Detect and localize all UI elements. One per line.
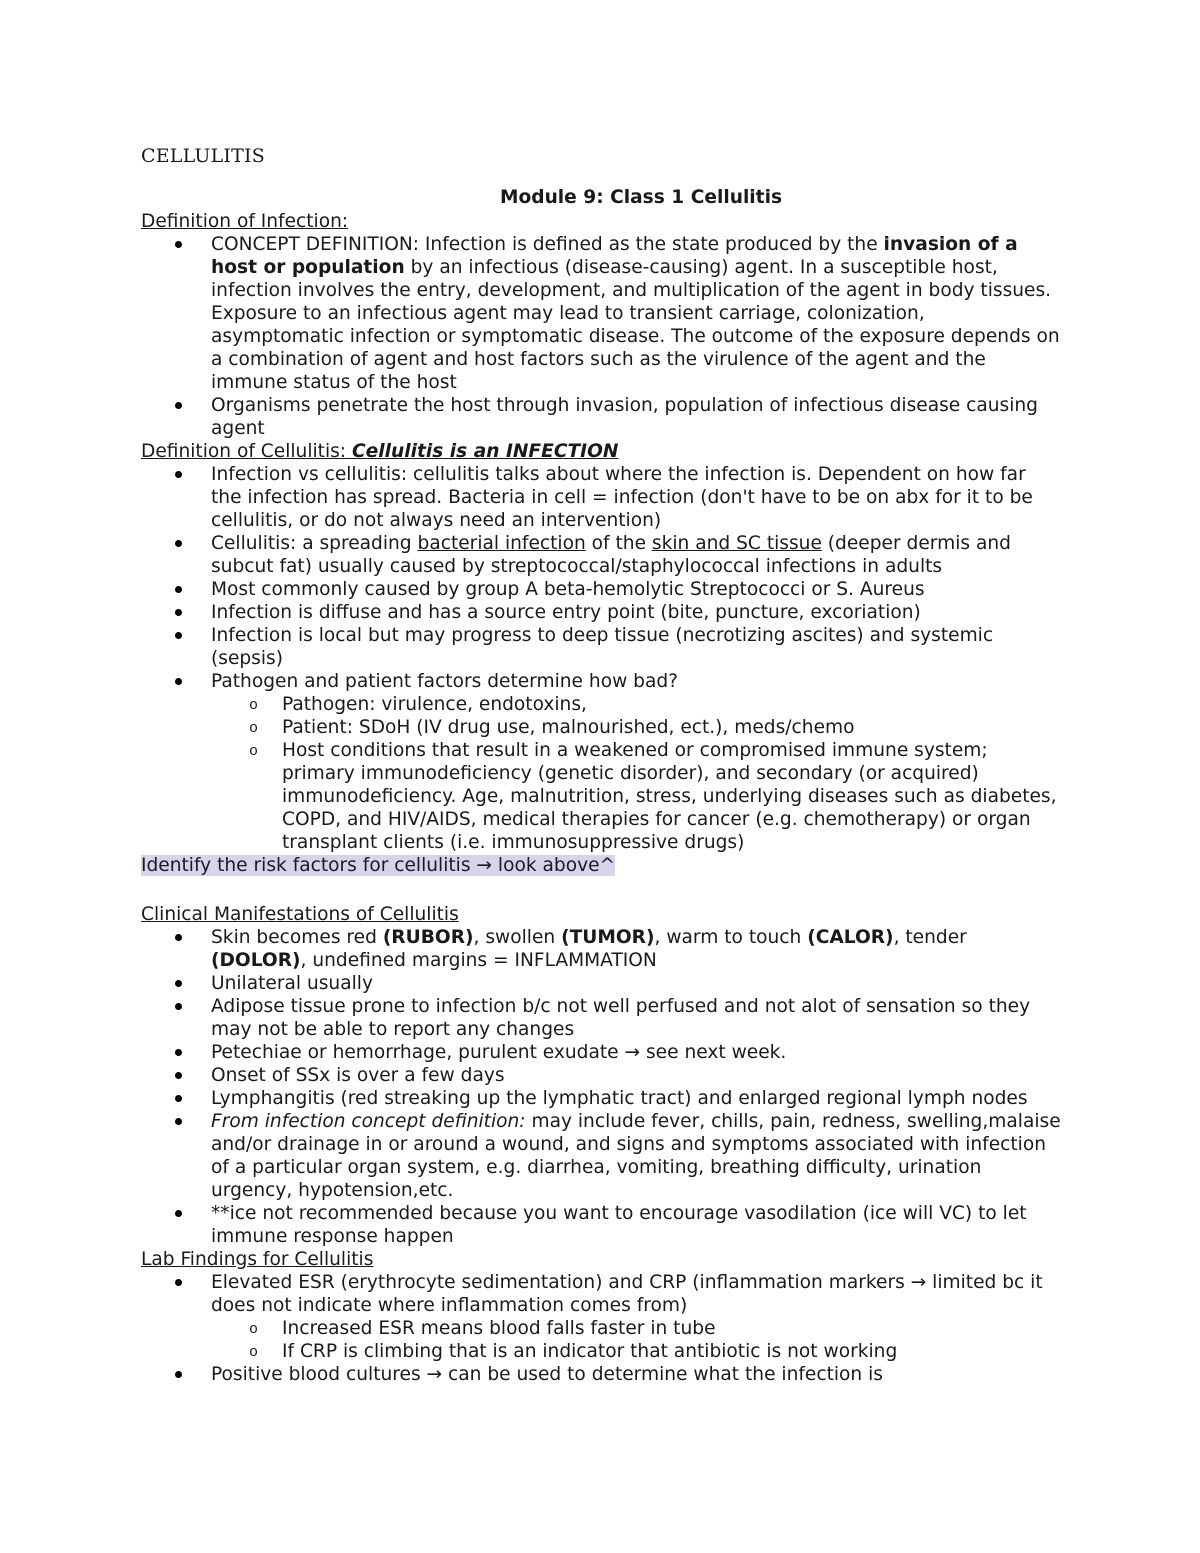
sub-list	[211, 693, 1061, 854]
risk-factors-line	[141, 854, 1061, 877]
list-item	[211, 532, 1061, 578]
list-item	[211, 1271, 1061, 1363]
list-item: Adipose tissue prone to infection b/c not well perfused and not alot of sensation so they may not be able to report any changes	[211, 995, 1061, 1041]
section-heading-cellulitis	[141, 440, 1061, 463]
sub-list-item: o Pathogen: virulence, endotoxins,	[282, 693, 1061, 716]
list-item: Unilateral usually	[211, 972, 1061, 995]
item-text: , tender	[893, 927, 967, 948]
item-text: of the	[585, 533, 652, 554]
sub-list-item: o If CRP is climbing that is an indicator that antibiotic is not working	[282, 1340, 1061, 1363]
item-bold-text: (CALOR)	[807, 927, 894, 948]
list-item: Infection vs cellulitis: cellulitis talks about where the infection is. Dependent on how far the infection has spread. Bacteria in cell = infection (don't have to be on abx for it to be cellulitis, or do not always need an intervention)	[211, 463, 1061, 532]
list-item: Lymphangitis (red streaking up the lymphatic tract) and enlarged regional lymph nodes	[211, 1087, 1061, 1110]
document-title: CELLULITIS	[141, 145, 265, 167]
item-underlined-text: skin and SC tissue	[651, 533, 822, 554]
section-heading-clinical: Clinical Manifestations of Cellulitis	[141, 904, 459, 925]
list-item: Infection is local but may progress to deep tissue (necrotizing ascites) and systemic (sepsis)	[211, 624, 1061, 670]
item-text: , warm to touch	[654, 927, 808, 948]
sub-list-item: o Patient: SDoH (IV drug use, malnourished, ect.), meds/chemo	[282, 716, 1061, 739]
list-item: Most commonly caused by group A beta-hemolytic Streptococci or S. Aureus	[211, 578, 1061, 601]
item-bold-text: (TUMOR)	[561, 927, 655, 948]
item-text: Elevated ESR (erythrocyte sedimentation) and CRP (inflammation markers → limited bc it does not indicate where inflammation comes from)	[211, 1272, 1043, 1316]
item-underlined-text: bacterial infection	[417, 533, 586, 554]
item-text: (deeper dermis and subcut fat) usually caused by streptococcal/staphylococcal infections in adults	[211, 533, 1011, 577]
list-item: Positive blood cultures → can be used to determine what the infection is	[211, 1363, 1061, 1386]
item-text: by an infectious (disease-causing) agent. In a susceptible host, infection involves the entry, development, and multiplication of the agent in body tissues. Exposure to an infectious agent may lead to transient carriage, colonization, asymptomatic infection or symptomatic disease. The outcome of the exposure depends on a combination of agent and host factors such as the virulence of the agent and the immune status of the host	[211, 257, 1060, 393]
list-item: Onset of SSx is over a few days	[211, 1064, 1061, 1087]
item-text: , swollen	[473, 927, 562, 948]
item-text: Cellulitis: a spreading	[211, 533, 418, 554]
section-heading-lab: Lab Findings for Cellulitis	[141, 1249, 374, 1270]
item-bold-text: (DOLOR)	[211, 950, 301, 971]
item-bold-text: invasion of a host or population	[211, 234, 1018, 278]
heading-emphasis: Cellulitis is an INFECTION	[351, 441, 619, 462]
item-text: Pathogen and patient factors determine how bad?	[211, 671, 679, 692]
list-item	[211, 1110, 1061, 1202]
sub-list	[211, 1317, 1061, 1363]
list-item: Infection is diffuse and has a source entry point (bite, puncture, excoriation)	[211, 601, 1061, 624]
highlighted-text: Identify the risk factors for cellulitis → look above^	[141, 855, 616, 876]
module-title: Module 9: Class 1 Cellulitis	[499, 187, 783, 208]
heading-text: Definition of Cellulitis:	[141, 441, 347, 462]
item-bold-text: (RUBOR)	[382, 927, 474, 948]
document-page	[141, 144, 1061, 1386]
item-text: may include fever, chills, pain, redness, swelling,malaise and/or drainage in or around a wound, and signs and symptoms associated with infection of a particular organ system, e.g. diarrhea, vomiting, breathing difficulty, urination urgency, hypotension,etc.	[211, 1111, 1061, 1201]
section-heading-infection: Definition of Infection:	[141, 211, 349, 232]
sub-list-item: o Increased ESR means blood falls faster in tube	[282, 1317, 1061, 1340]
list-item	[211, 926, 1061, 972]
blank-line	[141, 877, 1061, 903]
item-italic-text: From infection concept definition:	[211, 1111, 526, 1132]
list-item: Organisms penetrate the host through invasion, population of infectious disease causing agent	[211, 394, 1061, 440]
item-text: Skin becomes red	[211, 927, 383, 948]
item-text: , undefined margins = INFLAMMATION	[300, 950, 657, 971]
cellulitis-list	[141, 463, 1061, 854]
lab-list	[141, 1271, 1061, 1386]
list-item	[211, 670, 1061, 854]
list-item: **ice not recommended because you want to encourage vasodilation (ice will VC) to let immune response happen	[211, 1202, 1061, 1248]
item-text: CONCEPT DEFINITION: Infection is defined as the state produced by the	[211, 234, 884, 255]
clinical-list	[141, 926, 1061, 1248]
list-item: Petechiae or hemorrhage, purulent exudate → see next week.	[211, 1041, 1061, 1064]
infection-list	[141, 233, 1061, 440]
sub-list-item: o Host conditions that result in a weakened or compromised immune system; primary immunodeficiency (genetic disorder), and secondary (or acquired) immunodeficiency. Age, malnutrition, stress, underlying diseases such as diabetes, COPD, and HIV/AIDS, medical therapies for cancer (e.g. chemotherapy) or organ transplant clients (i.e. immunosuppressive drugs)	[282, 739, 1061, 854]
list-item	[211, 233, 1061, 394]
